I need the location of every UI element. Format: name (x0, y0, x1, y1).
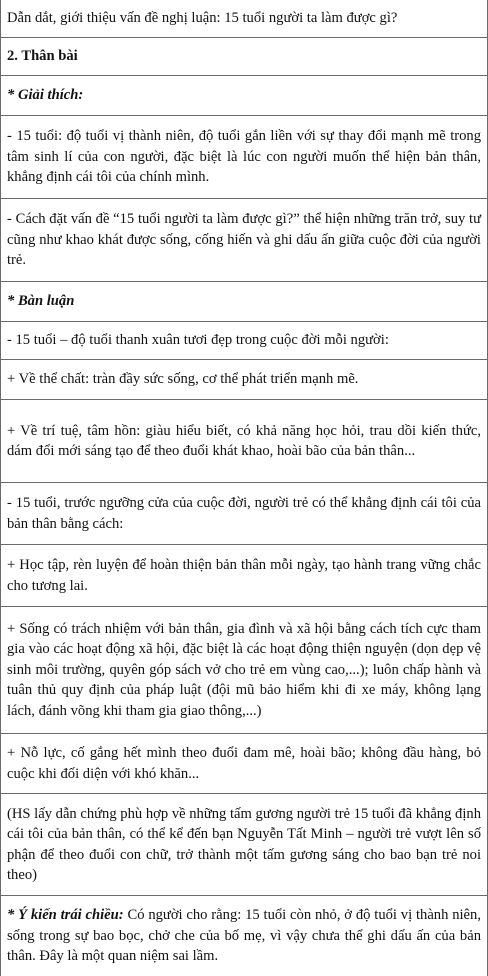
discuss-paragraph: + Sống có trách nhiệm với bản thân, gia đình và xã hội bằng cách tích cực tham gia vào các hoạt động xã hội, đặc biệt là các hoạt động thiện nguyện (dọn dẹp vệ sinh môi trường, quyên góp sách vở cho trẻ em vùng cao,...); luôn chấp hành và tuân thủ quy định của pháp luật (đội mũ bảo hiểm khi đi xe máy, không lạng lách, đánh võng khi tham gia giao thông,...) (7, 620, 481, 719)
text-row-heading (1, 38, 487, 76)
text-row-counter-opinion (1, 896, 487, 976)
intro-line: Dẫn dắt, giới thiệu vấn đề nghị luận: 15 tuổi người ta làm được gì? (7, 10, 398, 27)
discuss-paragraph: + Về trí tuệ, tâm hồn: giàu hiểu biết, có khả năng học hỏi, trau dồi kiến thức, dám đổi mới sáng tạo để theo đuổi khát khao, hoài bão của bản thân... (7, 422, 481, 459)
text-row-discuss-5 (1, 545, 487, 607)
counter-opinion-text: Có người cho rằng: 15 tuổi còn nhỏ, ở độ tuổi vị thành niên, sống trong sự bao bọc, chở che của bố mẹ, vì vậy chưa thể ghi dấu ấn của bản thân. Đây là một quan niệm sai lầm. (7, 907, 481, 965)
discuss-paragraph: + Học tập, rèn luyện để hoàn thiện bản thân mỗi ngày, tạo hành trang vững chắc cho tương lai. (7, 557, 481, 594)
text-row-discuss-1 (1, 322, 487, 360)
text-row-discuss-2 (1, 360, 487, 400)
evidence-paragraph: (HS lấy dẫn chứng phù hợp về những tấm gương người trẻ 15 tuổi đã khẳng định cái tôi của bản thân, có thể kể đến bạn Nguyễn Tất Minh – người trẻ vượt lên số phận để theo đuổi con chữ, trở thành một tấm gương sáng cho bao bạn trẻ noi theo) (7, 805, 481, 883)
text-row-discuss-4 (1, 483, 487, 545)
explain-paragraph: - Cách đặt vấn đề “15 tuổi người ta làm được gì?” thể hiện những trăn trở, suy tư cũng như khao khát được sống, cống hiến và ghi dấu ấn giữa cuộc đời của người trẻ. (7, 211, 481, 269)
text-row-intro (1, 0, 487, 38)
explain-paragraph: - 15 tuổi: độ tuổi vị thành niên, độ tuổi gắn liền với sự thay đổi mạnh mẽ trong tâm sinh lí của con người, đặc biệt là lúc con người muốn thể hiện bản thân, khẳng định cái tôi của chính mình. (7, 128, 481, 186)
text-row-explain-2 (1, 199, 487, 282)
text-row-discuss-6 (1, 607, 487, 734)
discuss-paragraph: - 15 tuổi – độ tuổi thanh xuân tươi đẹp trong cuộc đời mỗi người: (7, 332, 389, 349)
text-row-explain-heading (1, 76, 487, 116)
discuss-paragraph: + Nỗ lực, cố gắng hết mình theo đuổi đam mê, hoài bão; không đầu hàng, bỏ cuộc khi đối diện với khó khăn... (7, 745, 481, 782)
text-row-discuss-heading (1, 282, 487, 322)
text-row-discuss-3 (1, 400, 487, 483)
text-row-evidence (1, 794, 487, 896)
discuss-paragraph: + Về thể chất: tràn đầy sức sống, cơ thể phát triển mạnh mẽ. (7, 371, 359, 388)
discuss-heading: * Bàn luận (7, 293, 75, 310)
counter-opinion-label: * Ý kiến trái chiều: (7, 907, 124, 924)
text-row-discuss-7 (1, 734, 487, 794)
discuss-paragraph: - 15 tuổi, trước ngưỡng cửa của cuộc đời, người trẻ có thể khẳng định cái tôi của bản thân bằng cách: (7, 495, 481, 532)
explain-heading: * Giải thích: (7, 87, 84, 104)
section-heading: 2. Thân bài (7, 48, 78, 65)
text-row-explain-1 (1, 116, 487, 199)
counter-opinion-paragraph (7, 905, 481, 967)
